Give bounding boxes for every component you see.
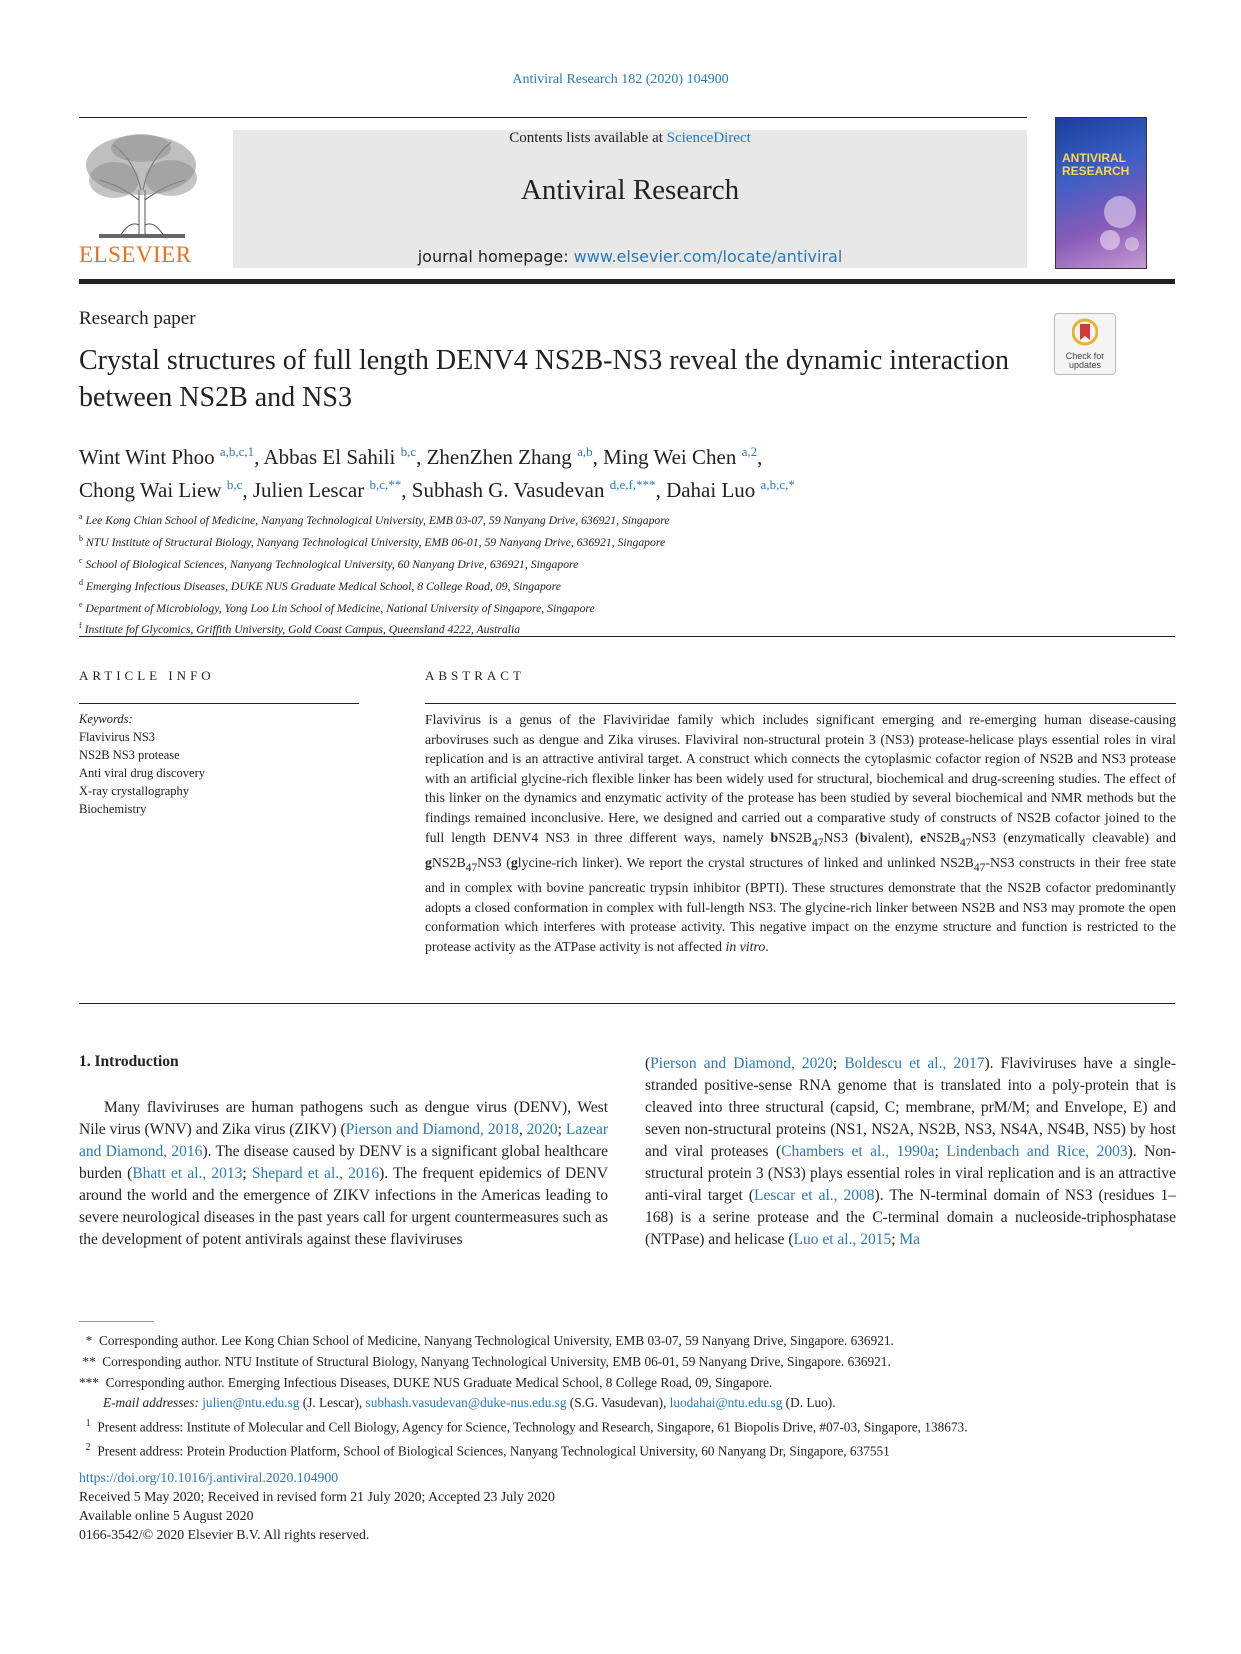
citation-link[interactable]: Pierson and Diamond, 2018 [345, 1121, 519, 1138]
intro-text: ( [645, 1055, 651, 1072]
affiliation-item [79, 508, 979, 530]
citation-link[interactable]: Luo et al., 2015 [793, 1231, 892, 1248]
author-affiliation-marks[interactable]: a,b,c,* [760, 477, 795, 492]
intro-left-column [79, 1097, 608, 1251]
contents-line [233, 130, 1027, 147]
footnote-mark: *** [79, 1374, 99, 1390]
author-affiliation-marks[interactable]: a,b [577, 444, 593, 459]
journal-citation[interactable]: Antiviral Research 182 (2020) 104900 [512, 72, 729, 87]
construct-initial: e [1007, 829, 1014, 845]
affiliation-key: b [79, 533, 83, 543]
email-addresses [79, 1393, 1179, 1414]
affiliation-text: Lee Kong Chian School of Medicine, Nanyang Technological University, EMB 03-07, 59 Nanyang Drive, 636921, Singapore [85, 513, 670, 527]
email-label: E-mail addresses: [103, 1395, 203, 1411]
intro-text: ). The frequent epidemics of DENV around the world and the emergence of ZIKV infections in the Americas leading to severe neurological diseases in the past years call for urgent countermeasures such as the development of potent antivirals against these flaviviruses [79, 1165, 609, 1248]
check-for-updates-badge[interactable] [1054, 313, 1116, 375]
affiliation-key: f [79, 621, 82, 631]
construct-initial: b [859, 829, 868, 845]
abstract-part: lycine-rich linker). We report the crystal structures of linked and unlinked NS2B [517, 854, 974, 870]
received-dates: Received 5 May 2020; Received in revised form 21 July 2020; Accepted 23 July 2020 [79, 1489, 555, 1504]
footnote-mark: ** [82, 1353, 96, 1369]
header-top-rule [79, 117, 1027, 118]
journal-title: Antiviral Research [520, 174, 740, 206]
email-owner: (D. Luo). [782, 1395, 836, 1411]
footnote-text: Corresponding author. Emerging Infectious Diseases, DUKE NUS Graduate Medical School, 8 College Road, 09, Singapore. [105, 1374, 773, 1390]
sciencedirect-link[interactable]: ScienceDirect [666, 130, 751, 146]
check-for-updates-label: Check for updates [1065, 351, 1105, 370]
intro-text: ). The N-terminal domain of NS3 (residues 1–168) is a serine protease and the C-terminal domain a nucleoside-triphosphatase (NTPase) and helicase ( [645, 1187, 1176, 1248]
keyword: Biochemistry [79, 802, 147, 816]
elsevier-wordmark: ELSEVIER [79, 242, 192, 267]
affiliation-text: Department of Microbiology, Yong Loo Lin School of Medicine, National University of Singapore, Singapore [85, 601, 595, 615]
construct-initial: g [510, 854, 518, 870]
author-name: Dahai Luo [666, 478, 756, 502]
construct-prefix: e [920, 829, 927, 845]
publication-metadata [79, 1468, 555, 1544]
article-type: Research paper [79, 308, 196, 329]
introduction-heading: 1. Introduction [79, 1053, 179, 1070]
email-link[interactable]: luodahai@ntu.edu.sg [669, 1395, 783, 1411]
affiliation-text: Emerging Infectious Diseases, DUKE NUS Graduate Medical School, 8 College Road, 09, Singapore [85, 579, 561, 593]
article-title: Crystal structures of full length DENV4 NS2B-NS3 reveal the dynamic interaction between NS2B and NS3 [79, 345, 1010, 413]
affiliation-item [79, 574, 979, 596]
affiliation-key: a [79, 512, 83, 521]
footnote-item [79, 1331, 1179, 1352]
author-list: Wint Wint Phoo $^{a,b,c,1}$, Abbas El Sahili $^{b,c}$, ZhenZhen Zhang $^{a,b}$, Ming Wei Chen $^{a,2}$, Chong Wai Liew $^{b,c}$, Julien Lescar $^{b,c,**}$, Subhash G. Vasudevan $^{d,e,f,***}$, Dahai Luo $^{a,b,c,*}$ [79, 444, 795, 502]
keywords-label: Keywords: [79, 712, 133, 726]
intro-text: ). The disease caused by DENV is a significant global healthcare burden ( [79, 1143, 608, 1182]
affiliation-list [79, 508, 979, 639]
bookmark-icon [1072, 318, 1098, 350]
construct-subscript: 47 [959, 836, 972, 849]
article-info-rule [79, 703, 359, 704]
keyword: X-ray crystallography [79, 784, 190, 798]
footnote-text: Present address: Protein Production Platform, School of Biological Sciences, Nanyang Technological University, 60 Nanyang Dr, Singapore, 637551 [97, 1443, 890, 1459]
author-affiliation-marks[interactable]: b,c,** [369, 477, 402, 492]
footnote-mark: * [85, 1333, 93, 1348]
elsevier-logo [79, 130, 205, 270]
intro-text: ). Flaviviruses have a single-stranded positive-sense RNA genome that is translated into a poly-protein that is cleaved into three structural (capsid, C; membrane, prM/M; and Envelope, E) and seven non-structural proteins (NS1, NS2A, NS2B, NS3, NS4A, NS4B, NS5) by host and viral proteases ( [645, 1055, 1177, 1160]
affiliations-rule [79, 636, 1175, 637]
footnote-text: Corresponding author. Lee Kong Chian School of Medicine, Nanyang Technological University, EMB 03-07, 59 Nanyang Drive, Singapore. 636921. [98, 1333, 894, 1348]
affiliation-text: School of Biological Sciences, Nanyang Technological University, 60 Nanyang Drive, 636921, Singapore [85, 557, 579, 571]
cover-title: ANTIVIRAL RESEARCH [1062, 151, 1130, 178]
intro-text: Many flaviviruses are human pathogens such as dengue virus (DENV), West Nile virus (WNV) and Zika virus (ZIKV) ( [79, 1099, 608, 1138]
author-affiliation-marks[interactable]: a,b,c,1 [219, 444, 255, 459]
email-link[interactable]: subhash.vasudevan@duke-nus.edu.sg [365, 1395, 567, 1411]
construct-name: NS3 ( [971, 829, 1008, 845]
abstract-heading: ABSTRACT [425, 668, 525, 683]
author-affiliation-marks[interactable]: b,c [400, 444, 417, 459]
intro-text: ). Non-structural protein 3 (NS3) plays essential roles in viral replication and is an attractive anti-viral target ( [645, 1143, 1176, 1204]
footnote-rule [79, 1321, 154, 1322]
affiliation-item [79, 596, 979, 618]
doi-link[interactable]: https://doi.org/10.1016/j.antiviral.2020.104900 [79, 1470, 339, 1485]
construct-subscript: 47 [973, 861, 986, 874]
author-name: Ming Wei Chen [603, 445, 737, 469]
affiliation-text: Institute fof Glycomics, Griffith University, Gold Coast Campus, Queensland 4222, Australia [84, 623, 521, 637]
abstract-bottom-rule [79, 1003, 1175, 1004]
abstract-rule [425, 703, 1176, 704]
citation-link[interactable]: Shepard et al., 2016 [251, 1165, 380, 1182]
citation-link[interactable]: Chambers et al., 1990a [781, 1143, 935, 1160]
intro-text: ; [242, 1165, 252, 1182]
footnote-item [79, 1438, 1179, 1462]
abstract-text [425, 710, 1176, 957]
author-affiliation-marks[interactable]: b,c [226, 477, 243, 492]
footnote-mark: 2 [85, 1442, 91, 1454]
intro-right-column [645, 1053, 1176, 1251]
footnotes [79, 1331, 1179, 1463]
email-owner: (S.G. Vasudevan), [566, 1395, 670, 1411]
citation-link[interactable]: Pierson and Diamond, 2020 [650, 1055, 833, 1072]
abstract-part: nzymatically cleavable) and [1013, 829, 1176, 845]
intro-text: , [518, 1121, 527, 1138]
abstract-part: Flavivirus is a genus of the Flaviviridae family which includes significant emerging and re-emerging human disease-causing arboviruses such as dengue and Zika viruses. Flaviviral non-structural protein 3 (NS3) protease-helicase plays essential roles in viral replication and is an attractive antiviral target. A construct which connects the cytoplasmic cofactor region of NS2B and NS3 protease with an artificial glycine-rich flexible linker has been widely used for structural, biochemical and drug-screening studies. The effect of this linker on the dynamics and enzymatic activity of the protease has been studied by several biochemical and NMR methods but the findings remained inconclusive. Here, we designed and carried out a comparative study of constructs of NS2B cofactor joined to the full length DENV4 NS3 in three different ways, namely [425, 712, 1176, 845]
author-name: Abbas El Sahili [263, 445, 396, 469]
footnote-text: Corresponding author. NTU Institute of Structural Biology, Nanyang Technological University, EMB 06-01, 59 Nanyang Drive, Singapore. 636921. [102, 1353, 891, 1369]
author-name: ZhenZhen Zhang [426, 445, 572, 469]
intro-text: ; [832, 1055, 845, 1072]
construct-prefix: g [425, 854, 432, 870]
homepage-link[interactable]: www.elsevier.com/locate/antiviral [573, 247, 843, 266]
citation-link[interactable]: Lindenbach and Rice, 2003 [946, 1143, 1128, 1160]
footnote-mark: 1 [85, 1418, 91, 1430]
construct-name: NS2B [431, 854, 466, 870]
author-name: Julien Lescar [252, 478, 365, 502]
keyword: Anti viral drug discovery [79, 766, 206, 780]
affiliation-key: e [79, 599, 83, 609]
header-bottom-rule [79, 279, 1175, 284]
journal-cover-image[interactable] [1055, 117, 1147, 269]
affiliation-key: d [79, 577, 83, 587]
intro-text: ; [557, 1121, 566, 1138]
affiliation-item [79, 552, 979, 574]
intro-text: ; [891, 1231, 900, 1248]
abstract-italic: in vitro [725, 939, 766, 955]
abstract-part: . [765, 939, 769, 955]
citation-link[interactable]: Boldescu et al., 2017 [844, 1055, 985, 1072]
email-link[interactable]: julien@ntu.edu.sg [202, 1395, 300, 1411]
homepage-prefix: journal homepage: [417, 247, 574, 266]
construct-prefix: b [770, 829, 779, 845]
affiliation-key: c [79, 555, 83, 565]
citation-link[interactable]: 2020 [526, 1121, 558, 1138]
journal-homepage [233, 247, 1027, 266]
keyword: NS2B NS3 protease [79, 748, 180, 762]
citation-link[interactable]: Ma [899, 1231, 921, 1248]
available-online: Available online 5 August 2020 [79, 1508, 254, 1523]
footnote-text: Present address: Institute of Molecular and Cell Biology, Agency for Science, Technology and Research, Singapore, 61 Biopolis Drive, #07-03, Singapore, 138673. [97, 1419, 968, 1435]
footnote-item [79, 1373, 1179, 1394]
abstract-part: ivalent), [867, 829, 921, 845]
author-affiliation-marks[interactable]: a,2 [741, 444, 758, 459]
construct-name: NS3 ( [823, 829, 860, 845]
footnote-item [79, 1414, 1179, 1438]
affiliation-text: NTU Institute of Structural Biology, Nanyang Technological University, EMB 06-01, 59 Nanyang Drive, 636921, Singapore [85, 535, 666, 549]
contents-prefix: Contents lists available at [509, 130, 667, 146]
copyright: 0166-3542/© 2020 Elsevier B.V. All rights reserved. [79, 1527, 370, 1542]
keyword: Flavivirus NS3 [79, 730, 156, 744]
construct-subscript: 47 [811, 836, 824, 849]
construct-subscript: 47 [465, 861, 478, 874]
cover-virus-graphic [1096, 188, 1144, 258]
citation-link[interactable]: Lescar et al., 2008 [754, 1187, 875, 1204]
author-affiliation-marks[interactable]: d,e,f,*** [609, 477, 656, 492]
journal-header-box [233, 130, 1027, 268]
article-info-heading: ARTICLE INFO [79, 668, 215, 683]
citation-link[interactable]: Bhatt et al., 2013 [132, 1165, 243, 1182]
construct-name: NS2B [926, 829, 960, 845]
intro-text: ; [934, 1143, 947, 1160]
author-name: Chong Wai Liew [79, 478, 222, 502]
author-name: Subhash G. Vasudevan [411, 478, 605, 502]
elsevier-tree-icon [79, 130, 205, 240]
keywords-block [79, 710, 205, 818]
affiliation-item [79, 530, 979, 552]
author-name: Wint Wint Phoo [79, 445, 215, 469]
construct-name: NS2B [778, 829, 812, 845]
construct-name: NS3 ( [477, 854, 511, 870]
email-owner: (J. Lescar), [299, 1395, 366, 1411]
abstract-part: -NS3 constructs in their free state and in complex with bovine pancreatic trypsin inhibitor (BPTI). These structures demonstrate that the NS2B cofactor predominantly adopts a closed conformation in complex with full-length NS3. The glycine-rich linker between NS2B and NS3 may promote the open conformation which interferes with protease activity. This negative impact on the enzyme structure and function is restricted to the protease activity as the ATPase activity is not affected [425, 854, 1176, 955]
citation-link[interactable]: Lazear and Diamond, 2016 [79, 1121, 609, 1160]
footnote-item [79, 1352, 1179, 1373]
